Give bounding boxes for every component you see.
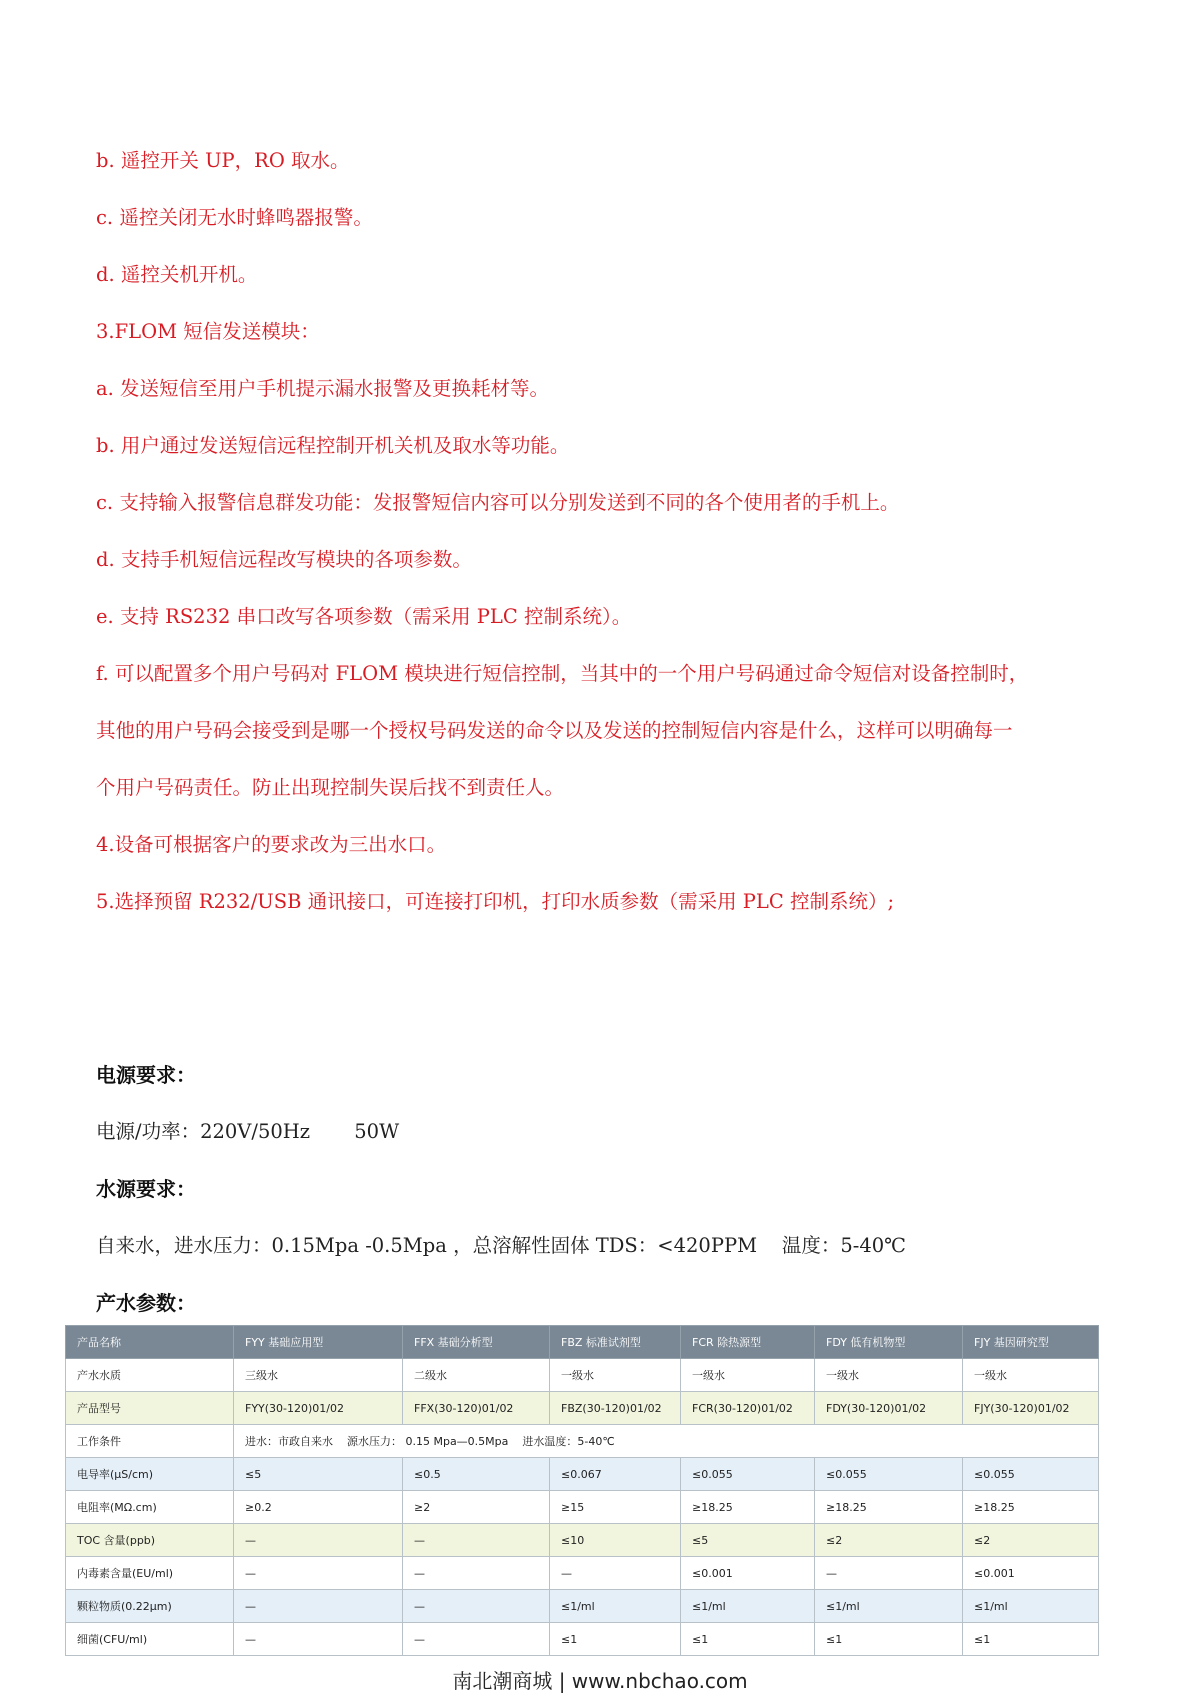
- footer-watermark: 南北潮商城 | www.nbchao.com: [452, 1669, 748, 1693]
- table-cell: ≤0.067: [550, 1458, 681, 1491]
- table-row: [66, 1557, 1099, 1590]
- paragraph: f. 可以配置多个用户号码对 FLOM 模块进行短信控制，当其中的一个用户号码通过命令短信对设备控制时，: [96, 662, 1029, 685]
- table-cell: —: [815, 1557, 963, 1590]
- table-cell: 电导率(μS/cm): [66, 1458, 234, 1491]
- table-cell: ≤0.5: [403, 1458, 550, 1491]
- table-row: [66, 1458, 1099, 1491]
- table-cell: ≤1: [815, 1623, 963, 1656]
- table-cell: FCR(30-120)01/02: [681, 1392, 815, 1425]
- paragraph: 4.设备可根据客户的要求改为三出水口。: [96, 833, 447, 856]
- table-cell: ≤1: [963, 1623, 1099, 1656]
- table-cell: —: [403, 1524, 550, 1557]
- column-header: FJY 基因研究型: [963, 1326, 1099, 1359]
- table-row: [66, 1359, 1099, 1392]
- power-watts: 50W: [354, 1120, 400, 1143]
- power-heading: 电源要求：: [96, 1063, 196, 1087]
- column-header: FBZ 标准试剂型: [550, 1326, 681, 1359]
- table-cell: ≤0.001: [963, 1557, 1099, 1590]
- paragraph: 3.FLOM 短信发送模块：: [96, 320, 320, 343]
- table-cell: FDY(30-120)01/02: [815, 1392, 963, 1425]
- paragraph: e. 支持 RS232 串口改写各项参数（需采用 PLC 控制系统）。: [96, 605, 632, 628]
- paragraph: d. 支持手机短信远程改写模块的各项参数。: [96, 548, 472, 571]
- table-cell: 产水水质: [66, 1359, 234, 1392]
- conditions-row: [66, 1425, 1099, 1458]
- table-cell: ≤0.055: [815, 1458, 963, 1491]
- table-cell: TOC 含量(ppb): [66, 1524, 234, 1557]
- paragraph: d. 遥控关机开机。: [96, 263, 258, 286]
- table-cell: ≤1/ml: [963, 1590, 1099, 1623]
- table-cell: ≥2: [403, 1491, 550, 1524]
- table-cell: —: [234, 1590, 403, 1623]
- paragraph: c. 遥控关闭无水时蜂鸣器报警。: [96, 206, 373, 229]
- table-cell: ≤0.001: [681, 1557, 815, 1590]
- table-cell: 产品型号: [66, 1392, 234, 1425]
- table-row: [66, 1524, 1099, 1557]
- parameters-table: [65, 1325, 1099, 1656]
- table-cell: FYY(30-120)01/02: [234, 1392, 403, 1425]
- table-cell: ≤1/ml: [550, 1590, 681, 1623]
- table-cell: FFX(30-120)01/02: [403, 1392, 550, 1425]
- table-cell: ≤1: [681, 1623, 815, 1656]
- column-header: 产品名称: [66, 1326, 234, 1359]
- column-header: FDY 低有机物型: [815, 1326, 963, 1359]
- water-heading: 水源要求：: [96, 1177, 196, 1201]
- table-cell: FJY(30-120)01/02: [963, 1392, 1099, 1425]
- table-cell: ≥0.2: [234, 1491, 403, 1524]
- table-cell: ≤5: [234, 1458, 403, 1491]
- table-cell: 电阻率(MΩ.cm): [66, 1491, 234, 1524]
- table-cell: ≤2: [815, 1524, 963, 1557]
- table-cell: 一级水: [963, 1359, 1099, 1392]
- table-cell: FBZ(30-120)01/02: [550, 1392, 681, 1425]
- column-header: FFX 基础分析型: [403, 1326, 550, 1359]
- table-cell: 一级水: [550, 1359, 681, 1392]
- table-cell: 内毒素含量(EU/ml): [66, 1557, 234, 1590]
- paragraph: c. 支持输入报警信息群发功能：发报警短信内容可以分别发送到不同的各个使用者的手机上。: [96, 491, 900, 514]
- power-spec: [96, 1119, 399, 1145]
- table-cell: ≤1/ml: [681, 1590, 815, 1623]
- paragraph: 5.选择预留 R232/USB 通讯接口，可连接打印机，打印水质参数（需采用 PLC 控制系统）;: [96, 890, 895, 913]
- table-cell: —: [234, 1524, 403, 1557]
- table-header-row: [66, 1326, 1099, 1359]
- table-cell: ≥18.25: [815, 1491, 963, 1524]
- table-cell: ≤2: [963, 1524, 1099, 1557]
- table-cell: —: [550, 1557, 681, 1590]
- table-cell: 一级水: [681, 1359, 815, 1392]
- output-heading: 产水参数：: [96, 1291, 196, 1315]
- table-cell: —: [234, 1623, 403, 1656]
- table-cell: ≤0.055: [681, 1458, 815, 1491]
- table-cell: ≤10: [550, 1524, 681, 1557]
- table-row: [66, 1623, 1099, 1656]
- paragraph: b. 遥控开关 UP，RO 取水。: [96, 149, 350, 172]
- conditions-cell: 进水：市政自来水 源水压力： 0.15 Mpa—0.5Mpa 进水温度：5-40℃: [234, 1425, 1099, 1458]
- paragraph: 其他的用户号码会接受到是哪一个授权号码发送的命令以及发送的控制短信内容是什么，这样可以明确每一: [96, 719, 1013, 742]
- table-cell: 三级水: [234, 1359, 403, 1392]
- power-label: 电源/功率：220V/50Hz: [96, 1120, 311, 1143]
- table-cell: —: [403, 1623, 550, 1656]
- table-cell: ≥18.25: [963, 1491, 1099, 1524]
- paragraph: b. 用户通过发送短信远程控制开机关机及取水等功能。: [96, 434, 570, 457]
- table-cell: 一级水: [815, 1359, 963, 1392]
- table-row: [66, 1590, 1099, 1623]
- table-cell: ≤1: [550, 1623, 681, 1656]
- column-header: FCR 除热源型: [681, 1326, 815, 1359]
- table-cell: 工作条件: [66, 1425, 234, 1458]
- table-row: [66, 1392, 1099, 1425]
- table-row: [66, 1491, 1099, 1524]
- table-cell: ≥15: [550, 1491, 681, 1524]
- table-cell: —: [403, 1557, 550, 1590]
- table-cell: ≤1/ml: [815, 1590, 963, 1623]
- table-cell: —: [234, 1557, 403, 1590]
- table-cell: 颗粒物质(0.22μm): [66, 1590, 234, 1623]
- column-header: FYY 基础应用型: [234, 1326, 403, 1359]
- table-cell: 细菌(CFU/ml): [66, 1623, 234, 1656]
- table-cell: ≥18.25: [681, 1491, 815, 1524]
- table-cell: ≤0.055: [963, 1458, 1099, 1491]
- table-cell: —: [403, 1590, 550, 1623]
- table-cell: 二级水: [403, 1359, 550, 1392]
- paragraph: a. 发送短信至用户手机提示漏水报警及更换耗材等。: [96, 377, 550, 400]
- water-spec: 自来水，进水压力：0.15Mpa -0.5Mpa ，总溶解性固体 TDS：<420PPM 温度：5-40℃: [96, 1234, 906, 1257]
- paragraph: 个用户号码责任。防止出现控制失误后找不到责任人。: [96, 776, 565, 799]
- table-cell: ≤5: [681, 1524, 815, 1557]
